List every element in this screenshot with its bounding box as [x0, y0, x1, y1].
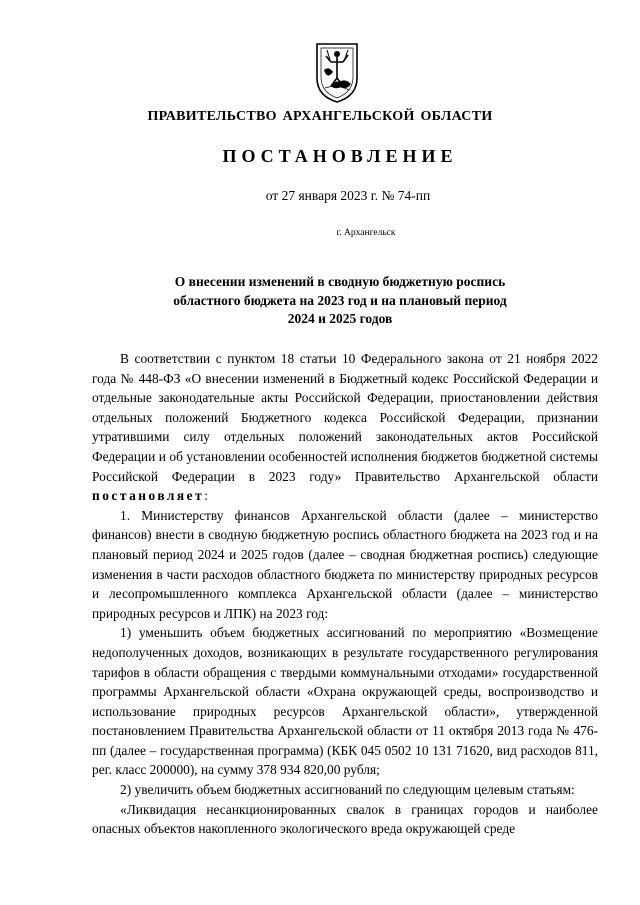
document-title	[0, 273, 640, 329]
document-date-number: от 27 января 2023 г. № 74-пп	[265, 188, 431, 203]
resolves-word: постановляет	[92, 488, 205, 504]
subclause-paragraph: 2) увеличить объем бюджетных ассигнований по следующим целевым статьям:	[120, 782, 575, 798]
preamble-text: В соответствии с пунктом 18 статьи 10 Федерального закона от 21 ноября 2022 года № 448-ФЗ «О внесении изменений в Бюджетный кодекс Российской Федерации и отдельные законодательные акты Российской Федерации, приостановлении действия отдельных положений Бюджетного кодекса Российской Федерации, признании утратившими силу отдельных положений законодательных актов Российской Федерации и об установлении особенностей исполнения бюджетов бюджетной системы Российской Федерации в 2023 году» Правительство Архангельской области	[92, 351, 598, 484]
title-line: областного бюджета на 2023 год и на плановый период	[173, 292, 507, 308]
document-body	[92, 349, 598, 839]
document-type: ПОСТАНОВЛЕНИЕ	[222, 146, 458, 166]
clause-paragraph: 1. Министерству финансов Архангельской области (далее – министерство финансов) внести в сводную бюджетную роспись областного бюджета на 2023 год и на плановый период 2024 и 2025 годов (далее – сводная бюджетная роспись) следующие изменения в части расходов областного бюджета по министерству природных ресурсов и лесопромышленного комплекса Архангельской области (далее – министерство природных ресурсов и ЛПК) на 2023 год:	[92, 507, 598, 621]
document-city: г. Архангельск	[336, 228, 396, 238]
organization-name: ПРАВИТЕЛЬСТВО АРХАНГЕЛЬСКОЙ ОБЛАСТИ	[147, 109, 493, 124]
quote-paragraph: «Ликвидация несанкционированных свалок в границах городов и наиболее опасных объектов накопленного экологического вреда окружающей среде	[92, 801, 598, 837]
preamble-paragraph: В соответствии с пунктом 18 статьи 10 Федерального закона от 21 ноября 2022 года № 448-ФЗ «О внесении изменений в Бюджетный кодекс Российской Федерации и отдельные законодательные акты Российской Федерации, приостановлении действия отдельных положений Бюджетного кодекса Российской Федерации, признании утратившими силу отдельных положений законодательных актов Российской Федерации и об установлении особенностей исполнения бюджетов бюджетной системы Российской Федерации в 2023 году» Правительство Архангельской области постановляет:	[92, 351, 598, 504]
coat-of-arms-emblem	[313, 40, 361, 104]
subclause-paragraph: 1) уменьшить объем бюджетных ассигнований по мероприятию «Возмещение недополученных доходов, возникающих в результате государственного регулирования тарифов в области обращения с твердыми коммунальными отходами» государственной программы Архангельской области «Охрана окружающей среды, воспроизводство и использование природных ресурсов Архангельской области», утвержденной постановлением Правительства Архангельской области от 11 октября 2013 года № 476-пп (далее – государственная программа) (КБК 045 0502 10 131 71620, вид расходов 811, рег. класс 200000), на сумму 378 934 820,00 рубля;	[92, 625, 598, 778]
title-line: 2024 и 2025 годов	[287, 311, 393, 326]
title-line: О внесении изменений в сводную бюджетную роспись	[174, 274, 506, 289]
